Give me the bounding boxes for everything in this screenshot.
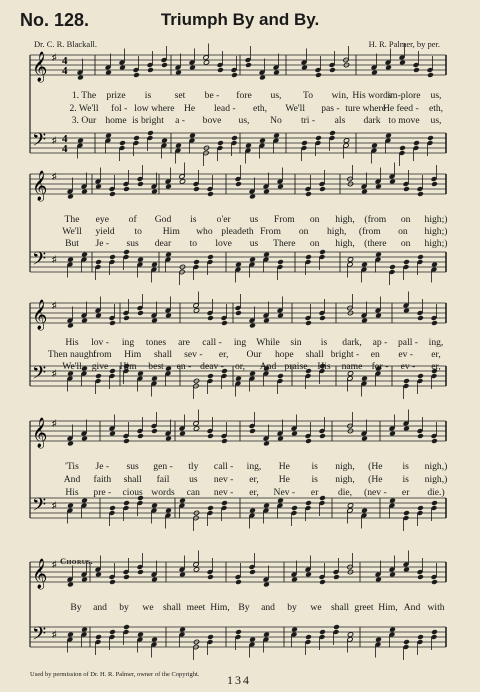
lyric-syllable: shall [153,349,173,360]
lyric-syllable: er [310,487,319,498]
lyric-syllable: er [401,487,410,498]
lyric-syllable: is [144,90,152,101]
lyric-syllable: nev - [213,487,234,498]
lyric-syllable: die, [337,487,353,498]
lyric-syllable: for - [371,361,389,372]
lyric-syllable: Him, [378,602,398,613]
lyric-syllable: high, [335,238,355,249]
lyric-syllable: us [249,214,259,225]
lyric-syllable: And [63,474,81,485]
treble-clef-icon: 𝄞 [32,52,48,82]
lyric-syllable: high;) [424,238,448,249]
lyric-syllable: prize [106,90,126,101]
lyric-syllable: hope [275,349,294,360]
lyric-syllable: a - [175,115,185,126]
lyric-syllable: on [298,226,309,237]
lyric-syllable: (from [358,226,381,237]
lyric-syllable: by [287,602,297,613]
lyric-syllable: pleadeth [221,226,254,237]
lyric-syllable: ev - [398,349,413,360]
lyric-syllable: We'll [62,226,82,237]
lyric-syllable: Je - [95,238,110,249]
lyric-syllable: sus [126,238,139,249]
lyric-syllable: call - [213,461,234,472]
lyric-syllable: high, [326,226,347,237]
lyric-syllable: er, [218,349,229,360]
lyric-syllable: best [148,361,164,372]
lyric-syllable: Nev - [273,487,296,498]
lyric-syllable: home [105,115,127,126]
lyric-syllable: die.) [427,487,445,498]
lyric-syllable: nigh,) [424,474,448,485]
lyric-syllable: set [174,90,186,101]
lyric-syllable: er, [249,474,259,485]
lyric-syllable: or, [234,361,246,372]
lyric-syllable: us [249,238,259,249]
lyric-syllable: is bright [132,115,164,126]
lyric-syllable: fol - [111,103,128,114]
lyric-syllable: His words [352,90,392,101]
lyric-line [0,602,480,613]
lyric-syllable: To [303,90,313,101]
lyric-syllable: on [398,226,408,237]
lyric-syllable: Our [246,349,262,360]
lyric-syllable: fore [236,90,252,101]
lyric-line [0,103,480,114]
lyric-syllable: we [142,602,154,613]
lyric-syllable: sin [290,337,302,348]
lyric-line [0,214,480,225]
lyric-line [0,461,480,472]
lyric-syllable: 3. Our [71,115,97,126]
sharp-icon: ♯ [52,559,57,569]
lyric-syllable: nigh, [335,474,355,485]
lyric-syllable: yield [95,226,115,237]
sharp-icon: ♯ [52,300,57,310]
lyric-syllable: us, [430,115,442,126]
lyric-syllable: dark [363,115,381,126]
lyric-syllable: eye [95,214,109,225]
lyric-syllable: on [309,238,320,249]
lyric-syllable: to move [388,115,420,126]
lyric-syllable: nigh, [335,461,355,472]
lyric-line [0,90,480,101]
lyric-syllable: can [186,487,200,498]
lyric-syllable: Je - [95,461,110,472]
lyric-syllable: of [128,214,137,225]
lyric-syllable: And [403,602,421,613]
treble-clef-icon: 𝄞 [32,171,48,201]
lyric-syllable: From [273,214,295,225]
lyric-syllable: God [154,214,172,225]
lyric-syllable: By [70,602,82,613]
lyric-syllable: on [400,238,411,249]
lyric-syllable: high, [335,214,355,225]
lyric-syllable: sus [126,461,139,472]
sharp-icon: ♯ [52,254,57,264]
lyric-syllable: (there [364,238,387,249]
lyric-syllable: From [260,226,281,237]
lyric-syllable: nigh,) [424,461,448,472]
chorus-label: Chorus. [60,556,94,566]
lyric-syllable: The [64,214,80,225]
lyric-syllable: is [402,474,409,485]
lyric-syllable: ing [121,337,135,348]
lyric-syllable: There [273,238,296,249]
lyric-syllable: high;) [424,226,448,237]
lyric-syllable: eth, [252,103,268,114]
lyric-syllable: deav - [200,361,224,372]
lyric-syllable: 1. The [71,90,97,101]
treble-clef-icon: 𝄞 [32,559,48,589]
lyric-syllable: lead - [214,103,236,114]
lyric-syllable: we [310,602,322,613]
lyric-syllable: We'll [285,103,305,114]
lyric-syllable: dear [154,238,172,249]
lyric-syllable: shall [330,602,350,613]
lyric-syllable: to [189,238,198,249]
lyric-syllable: Him, [210,602,230,613]
sharp-icon: ♯ [52,629,57,639]
sharp-icon: ♯ [52,418,57,428]
lyric-syllable: ture where [345,103,386,114]
lyric-syllable: meet [186,602,206,613]
lyric-syllable: greet [354,602,374,613]
lyric-syllable: shall [305,349,324,360]
lyric-line [0,349,480,360]
lyric-syllable: tri - [300,115,316,126]
lyric-line [0,238,480,249]
lyric-syllable: He feed - [382,103,419,114]
lyric-syllable: us, [238,115,250,126]
lyric-line [0,226,480,237]
lyric-syllable: als [334,115,346,126]
lyric-syllable: win, [331,90,349,101]
lyric-syllable: give [91,361,109,372]
time-signature: 4 [62,65,68,77]
lyric-syllable: faith [93,474,112,485]
lyric-syllable: en [370,349,380,360]
bass-clef-icon: 𝄢 [32,249,47,274]
lyric-syllable: love [215,238,232,249]
lyric-syllable: and [93,602,107,613]
lyric-syllable: shall [162,602,182,613]
lyric-syllable: is [311,461,318,472]
lyric-syllable: to [134,226,142,237]
lyric-syllable: pre - [93,487,112,498]
lyric-syllable: and [261,602,275,613]
lyric-syllable: 2. We'll [69,103,99,114]
words-credit: Dr. C. R. Blackall. [34,39,98,49]
time-signature: 4 [62,133,68,145]
lyric-syllable: He [278,474,290,485]
sharp-icon: ♯ [52,500,57,510]
lyric-syllable: are [178,337,190,348]
lyric-syllable: But [65,238,79,249]
lyric-syllable: eth, [428,103,444,114]
lyric-syllable: us, [270,90,282,101]
lyric-syllable: pall - [398,337,418,348]
lyric-syllable: who [196,226,213,237]
lyric-syllable: Him [162,226,180,237]
music-credit: H. R. Palmer, by per. [368,39,440,49]
lyric-syllable: By [238,602,250,613]
lyric-syllable: is [402,461,409,472]
lyric-syllable: Him [119,361,137,372]
lyric-syllable: praise [284,361,308,372]
treble-clef-icon: 𝄞 [32,300,48,330]
lyric-syllable: ev - [400,361,416,372]
lyric-syllable: (He [368,474,383,485]
lyric-syllable: o'er [216,214,231,225]
lyric-syllable: by [119,602,129,613]
lyric-syllable: Him [124,349,142,360]
bass-clef-icon: 𝄢 [32,495,47,520]
lyric-syllable: is [320,337,328,348]
lyric-syllable: Then naught [47,349,97,360]
sharp-icon: ♯ [52,171,57,181]
lyric-syllable: name [341,361,363,372]
lyric-syllable: is [311,474,318,485]
time-signature: 4 [62,55,68,67]
lyric-line [0,115,480,126]
sharp-icon: ♯ [52,368,57,378]
lyric-line [0,487,480,498]
lyric-syllable: low where [134,103,175,114]
lyric-syllable: from [93,349,112,360]
lyric-syllable: dark, [342,337,362,348]
lyric-syllable: He [278,461,290,472]
lyric-syllable: tones [145,337,167,348]
lyric-syllable: ing, [428,337,444,348]
lyric-syllable: er, [249,487,259,498]
lyric-syllable: nev - [213,474,234,485]
lyric-syllable: with [427,602,445,613]
lyric-syllable: er, [431,349,441,360]
hymn-number: No. 128. [20,10,90,30]
lyric-syllable: While [256,337,280,348]
lyric-syllable: fail [156,474,170,485]
lyric-syllable: lov - [91,337,109,348]
lyric-syllable: pas - [321,103,340,114]
lyric-syllable: ing, [246,461,262,472]
lyric-syllable: His [65,487,79,498]
lyric-syllable: us [189,474,198,485]
lyric-syllable: call - [202,337,222,348]
lyric-syllable: on [309,214,320,225]
lyric-syllable: We'll [62,361,82,372]
lyric-syllable: ap - [372,337,388,348]
lyric-line [0,474,480,485]
lyric-syllable: gen - [153,461,173,472]
lyric-syllable: er, [431,361,441,372]
hymn-title: Triumph By and By. [160,10,320,29]
lyric-syllable: (He [368,461,383,472]
copyright-note: Used by permission of Dr. H. R. Palmer, owner of the Copyright. [30,671,200,678]
lyric-syllable: He [184,103,196,114]
lyric-syllable: 'Tis [65,461,79,472]
lyric-syllable: on [400,214,411,225]
treble-clef-icon: 𝄞 [32,418,48,448]
lyric-syllable: And [259,361,277,372]
sharp-icon: ♯ [52,52,57,62]
lyric-syllable: His [65,337,79,348]
lyric-syllable: is [190,214,197,225]
lyric-syllable: en - [176,361,192,372]
lyric-syllable: sev - [184,349,203,360]
lyric-line [0,337,480,348]
lyric-syllable: us, [430,90,442,101]
sharp-icon: ♯ [52,135,57,145]
lyric-syllable: shall [123,474,142,485]
lyric-syllable: His [317,361,331,372]
lyric-syllable: high;) [424,214,448,225]
lyric-line [0,361,480,372]
lyric-syllable: tly [188,461,199,472]
lyric-syllable: bright - [330,349,360,360]
lyric-syllable: bove [202,115,222,126]
page-number: 134 [227,673,251,687]
lyric-syllable: (nev - [364,487,387,498]
lyric-syllable: words [151,487,175,498]
lyric-syllable: (from [364,214,387,225]
lyric-syllable: be - [204,90,220,101]
lyric-syllable: ing [233,337,247,348]
lyric-syllable: No [270,115,282,126]
lyric-syllable: im-plore [387,90,421,101]
time-signature: 4 [62,143,68,155]
lyric-syllable: cious [122,487,143,498]
bass-clef-icon: 𝄢 [32,363,47,388]
bass-clef-icon: 𝄢 [32,130,47,155]
bass-clef-icon: 𝄢 [32,624,47,649]
